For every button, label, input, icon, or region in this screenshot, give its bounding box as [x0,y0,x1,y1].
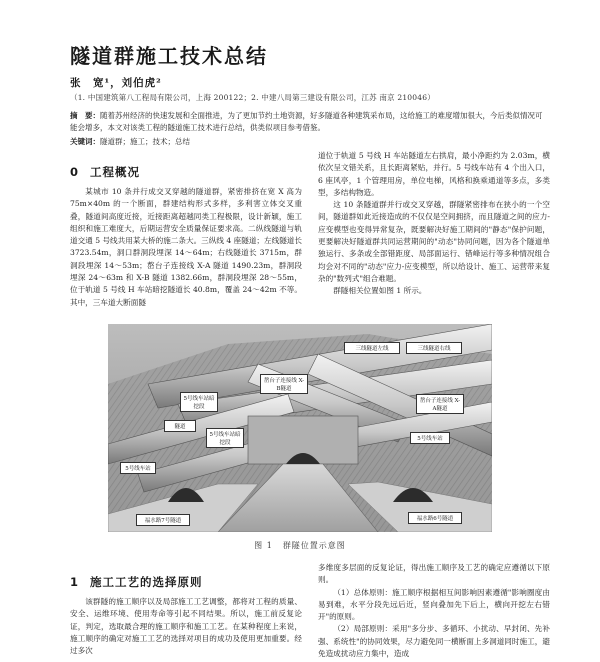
right-bottom-paragraph-2: （1）总体原则：施工顺序根据相互间影响因素遵循"影响圈度由易到难，水平分段先远后近，竖向叠加先下后上，横向开挖左右错开"的原则。 [318,587,550,622]
label-line6: 福水路6号隧道 [408,512,462,524]
right-bottom-paragraph-3: （2）局部原则：采用"多分步、多循环、小扰动、早封闭、先补强、系统性"的协同效果，尽力避免同一横断面上多洞道同时施工，避免造成扰动应力集中，造成 [318,624,550,659]
figure-caption-text: 群隧位置示意图 [282,541,346,550]
label-line7: 福水路7号隧道 [136,514,190,526]
section-1-number: 1 [70,575,80,589]
keywords [70,136,190,147]
label-ramp-tunnel: 隧道 [164,420,196,432]
right-column-top [318,150,550,298]
label-station5-right: 5号线车站 [410,432,450,444]
abstract-label: 摘 要： [70,111,100,120]
section-1-paragraph: 该群隧的施工顺序以及局部施工工艺调整，都将对工程的质量、安全、运维环境、使用寿命等引起不同结果。所以，施工前反复论证，判定，选取最合理的施工顺序和施工工艺。在某种程度上来说，施工顺序的确定对施工工艺的选择对项目的成功及使用更加重要。经过多次 [70,597,302,656]
label-ramp-xa: 嶅台子连接线 X-A隧道 [416,394,464,414]
figure-tunnel-diagram [108,324,492,532]
label-line3-right: 三线隧道右线 [406,342,462,354]
paper-authors: 张 宽¹，刘伯虎² [70,77,162,89]
right-column-bottom [318,562,550,660]
right-paragraph-3: 群隧相关位置如图 1 所示。 [333,286,427,296]
section-1-title: 施工工艺的选择原则 [90,575,203,589]
right-bottom-paragraph-1: 多维度多层面的反复论证，得出施工顺序及工艺的确定应遵循以下原则。 [318,563,550,585]
label-station5-mid: 5号线车站暗挖段 [206,428,244,448]
paper-title: 隧道群施工技术总结 [70,44,268,68]
label-ramp-xb: 嶅台子连接线 X-B隧道 [260,374,308,394]
section-0-number: 0 [70,165,80,179]
abstract [70,110,548,134]
right-paragraph-1: 道位于轨道 5 号线 H 车站隧道左右拱肩，最小净距约为 2.03m，横依次呈文错关系，且长距离紧贴，并行。5 号线车站有 4 个出入口，6 座风亭，1 个管理用房，单位电梯，风格和换乘通道等多点，多类型，多结构物造。 [318,151,550,197]
keywords-text: 隧道群；施工；技术；总结 [100,137,190,146]
label-station5-upper: 5号线车站暗挖段 [180,392,218,412]
section-1-heading [70,574,203,590]
label-station5-left: 5号线车站 [120,462,156,474]
figure-caption-label: 图 1 [254,541,273,550]
author-affiliation: （1. 中国建筑第八工程局有限公司，上海 200122；2. 中建八局第三建设有限公司，江苏 南京 210046） [70,93,435,102]
section-0-title: 工程概况 [90,165,140,179]
section-1-body [70,596,302,657]
section-0-body [70,186,302,309]
section-0-paragraph: 某城市 10 条并行成交叉穿越的隧道群，紧密排挤在宽 X 高为 75m×40m 的一个断面，群建结构形式多样，多利害立体交叉重叠，隧道间高度近接，近接距离超越同类工程极限，设计新颖，施工组织和施工难度大，后期运营安全质量保证要求高。二纵线隧道与轨道交通 5 号线共用某大桥的施二条大。三纵线 4 座隧道；左线隧道长 3723.54m，洞口群洞段埋深 14～64m；右线隧道长 3715m，群洞段埋深 14～53m；嶅台子连接线 X-A 隧道 1490.23m，群洞段埋深 24～63m 和 X-B 隧道 1382.66m，群洞段埋深 28～55m，位于轨道 5 号线 H 车站暗挖隧道长 40.8m，覆盖 24～42m 不等。其中，三车道大断面隧 [70,187,302,307]
label-line3-left: 三线隧道左线 [344,342,400,354]
section-0-heading [70,164,140,180]
right-paragraph-2: 这 10 条隧道群并行或交叉穿越，群隧紧密排布在狭小的一个空间，隧道群如此近接造成的不仅仅是空间拥挤，而且隧道之间的应力-应变模型也变得异常复杂，既要解决好施工期间的"静态"保护问题，更要解决好隧道群共同运营期间的"动态"协同问题，因为各个隧道单独运行、多条或全部错距度、局部面运行、错峰运行等多种情况组合均会对不同的"动态"应力-应变模型，所以给设计、施工、运营带来复杂的"数列式"组合难题。 [318,200,550,283]
figure-caption [0,540,600,551]
keywords-label: 关键词： [70,137,100,146]
abstract-text: 随着苏州经济的快速发展和全面推进，为了更加节约土地资源，好多隧道各种建筑采布局，这给施工的难度增加很大，今后类似情况可能会增多，本文对该类工程的隧道施工技术进行总结，供类似项目参考借鉴。 [70,111,543,132]
